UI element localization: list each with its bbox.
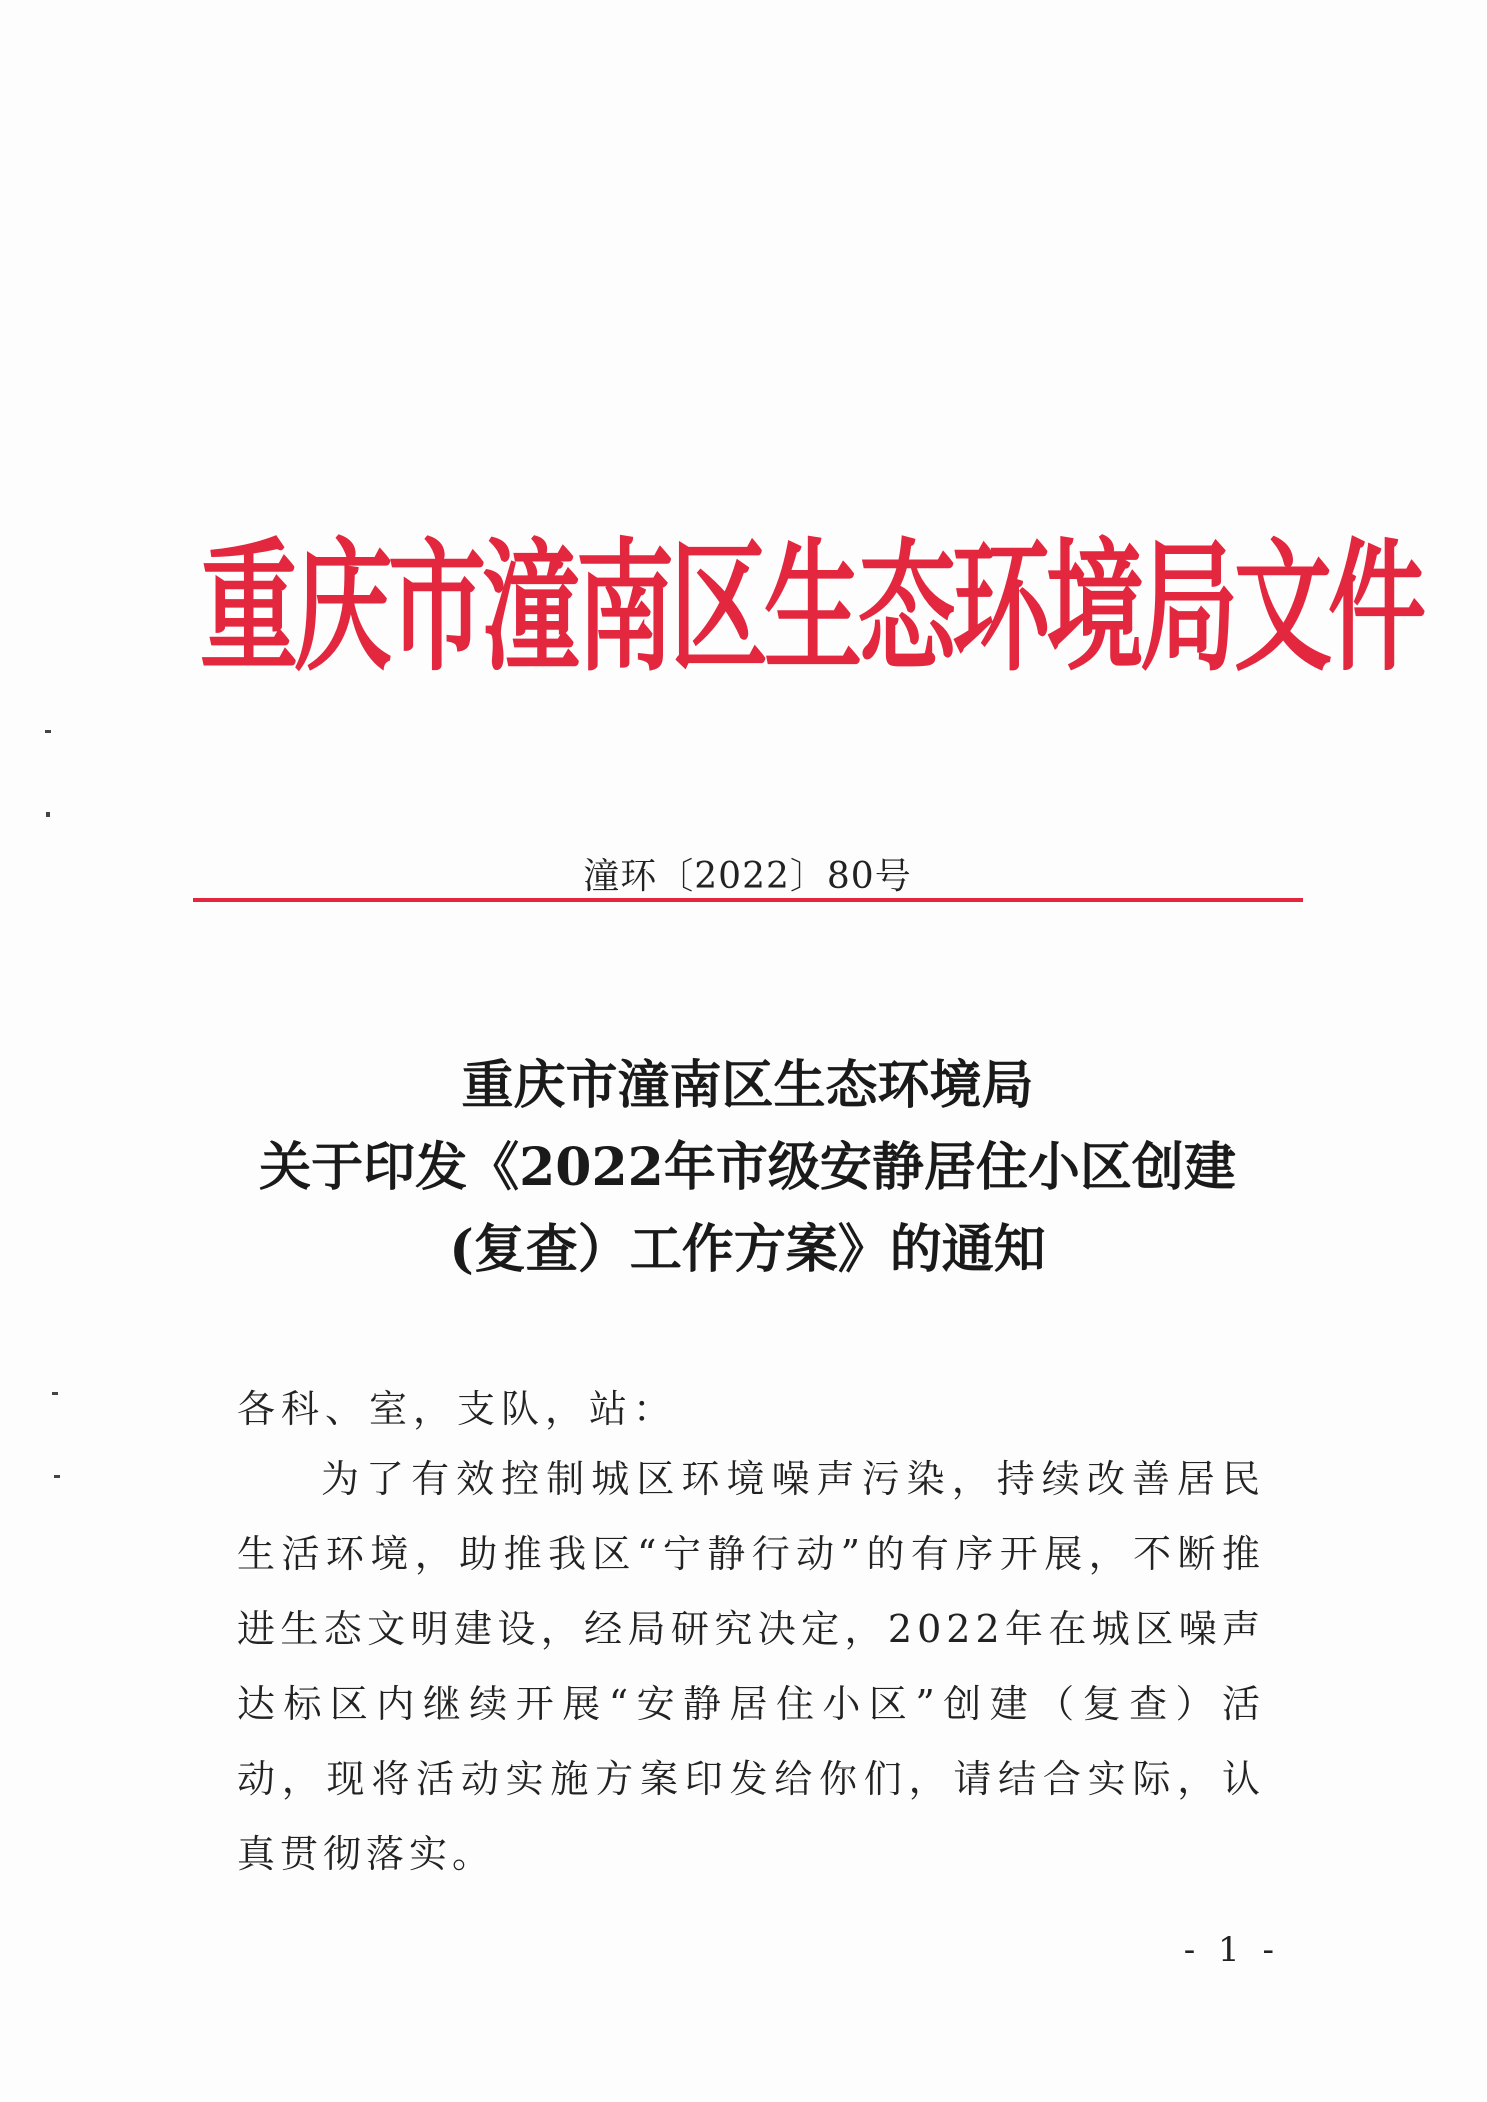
salutation: 各科、室，支队，站： (237, 1387, 678, 1431)
document-number: 潼环〔2022〕80号 (583, 856, 912, 897)
title-line-3: (复查）工作方案》的通知 (449, 1219, 1046, 1280)
document-title (190, 1045, 1305, 1291)
scan-artifact (52, 1392, 58, 1395)
title-line-2: 关于印发《2022年市级安静居住小区创建 (259, 1137, 1236, 1198)
scan-artifact (54, 1475, 60, 1478)
body-paragraph: 为了有效控制城区环境噪声污染，持续改善居民生活环境，助推我区“宁静行动”的有序开展，不断推进生态文明建设，经局研究决定，2022年在城区噪声达标区内继续开展“安静居住小区”创建（复查）活动，现将活动实施方案印发给你们，请结合实际，认真贯彻落实。 (237, 1457, 1265, 1876)
page-number: - 1 - (1183, 1930, 1280, 1970)
red-divider-line (193, 898, 1303, 902)
scan-artifact (45, 730, 51, 733)
issuer-header: 重庆市潼南区生态环境局文件 (200, 526, 1423, 692)
scan-artifact (46, 812, 50, 817)
title-line-1: 重庆市潼南区生态环境局 (461, 1055, 1034, 1116)
